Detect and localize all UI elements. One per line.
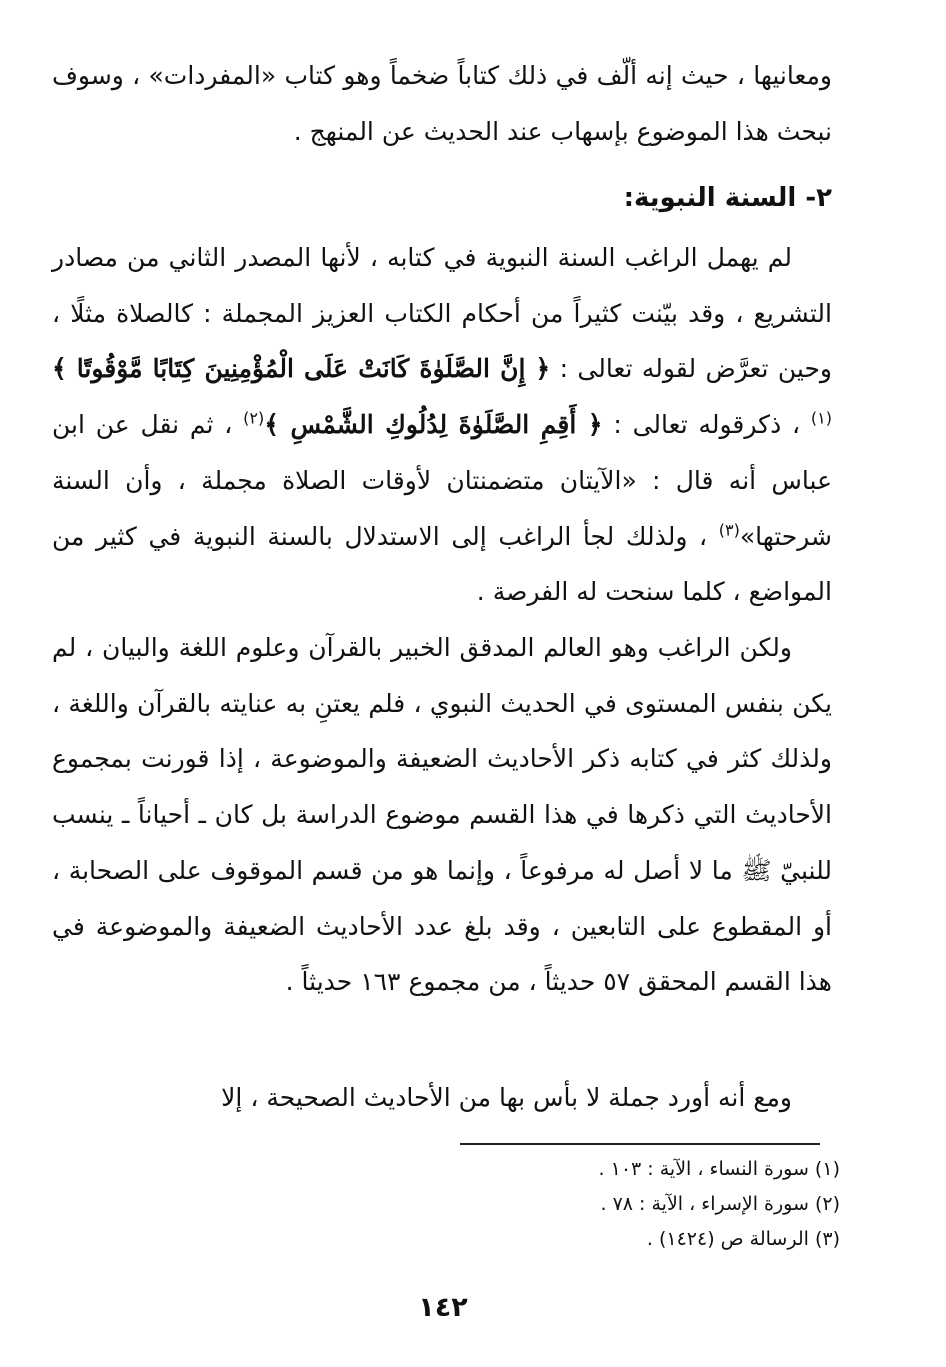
- footnote-item: (٣) الرسالة ص (١٤٢٤) .: [646, 1228, 840, 1250]
- quran-verse: ﴿ أَقِمِ الصَّلَوٰةَ لِدُلُوكِ الشَّمْسِ ﴾: [264, 410, 603, 440]
- paragraph-mufradat: [52, 48, 832, 159]
- paragraph-hadith-critique: [52, 620, 832, 1010]
- paragraph-sahih-hadith: [52, 1070, 832, 1126]
- paragraph-text: ، ولذلك لجأ الراغب إلى الاستدلال بالسنة النبوية في كثير من المواضع ، كلما سنحت له الفرصة .: [52, 521, 832, 607]
- page-number: ١٤٢: [418, 1292, 468, 1323]
- footnote-reference: (٣): [718, 520, 740, 540]
- paragraph-mufradat-text: ومعانيها ، حيث إنه ألّف في ذلك كتاباً ضخماً وهو كتاب «المفردات» ، وسوف نبحث هذا الموضوع بإسهاب عند الحديث عن المنهج .: [52, 61, 832, 146]
- footnotes: [300, 1152, 840, 1257]
- paragraph-text: ، ذكرقوله تعالى :: [613, 410, 801, 440]
- quran-verse: ﴿ إِنَّ الصَّلَوٰةَ كَانَتْ عَلَى الْمُؤْمِنِينَ كِتَابًا مَّوْقُوتًا ﴾: [52, 354, 551, 384]
- footnote-reference: (٢): [243, 408, 265, 428]
- paragraph-hadith-critique-text: ولكن الراغب وهو العالم المدقق الخبير بالقرآن وعلوم اللغة والبيان ، لم يكن بنفس المستوى في الحديث النبوي ، فلم يعتنِ به عنايته بالقرآن واللغة ، ولذلك كثر في كتابه ذكر الأحاديث الضعيفة والموضوعة ، إذا قورنت بمجموع الأحاديث التي ذكرها في هذا القسم موضوع الدراسة بل كان ـ أحياناً ـ ينسب للنبيّ ﷺ ما لا أصل له مرفوعاً ، وإنما هو من قسم الموقوف على الصحابة ، أو المقطوع على التابعين ، وقد بلغ عدد الأحاديث الضعيفة والموضوعة في هذا القسم المحقق ٥٧ حديثاً ، من مجموع ١٦٣ حديثاً .: [52, 633, 832, 997]
- section-heading-sunnah: ٢- السنة النبوية:: [623, 183, 832, 213]
- paragraph-sunnah-intro: [52, 230, 832, 620]
- footnote-divider: [460, 1143, 820, 1145]
- footnote-item: (٢) سورة الإسراء ، الآية : ٧٨ .: [600, 1193, 840, 1215]
- paragraph-text: لم يهمل الراغب السنة النبوية في كتابه ، لأنها المصدر الثاني من مصادر التشريع ، وقد بيّنت كثيراً من أحكام الكتاب العزيز المجملة : كالصلاة مثلًا ، وحين تعرَّض لقوله تعالى :: [52, 243, 832, 384]
- paragraph-text: ، ثم نقل عن ابن عباس أنه قال : «الآيتان متضمنتان لأوقات الصلاة مجملة ، وأن السنة شرحتها»: [52, 410, 832, 551]
- footnote-reference: (١): [810, 408, 832, 428]
- footnote-item: (١) سورة النساء ، الآية : ١٠٣ .: [598, 1158, 840, 1180]
- paragraph-sahih-hadith-text: ومع أنه أورد جملة لا بأس بها من الأحاديث الصحيحة ، إلا: [221, 1083, 792, 1112]
